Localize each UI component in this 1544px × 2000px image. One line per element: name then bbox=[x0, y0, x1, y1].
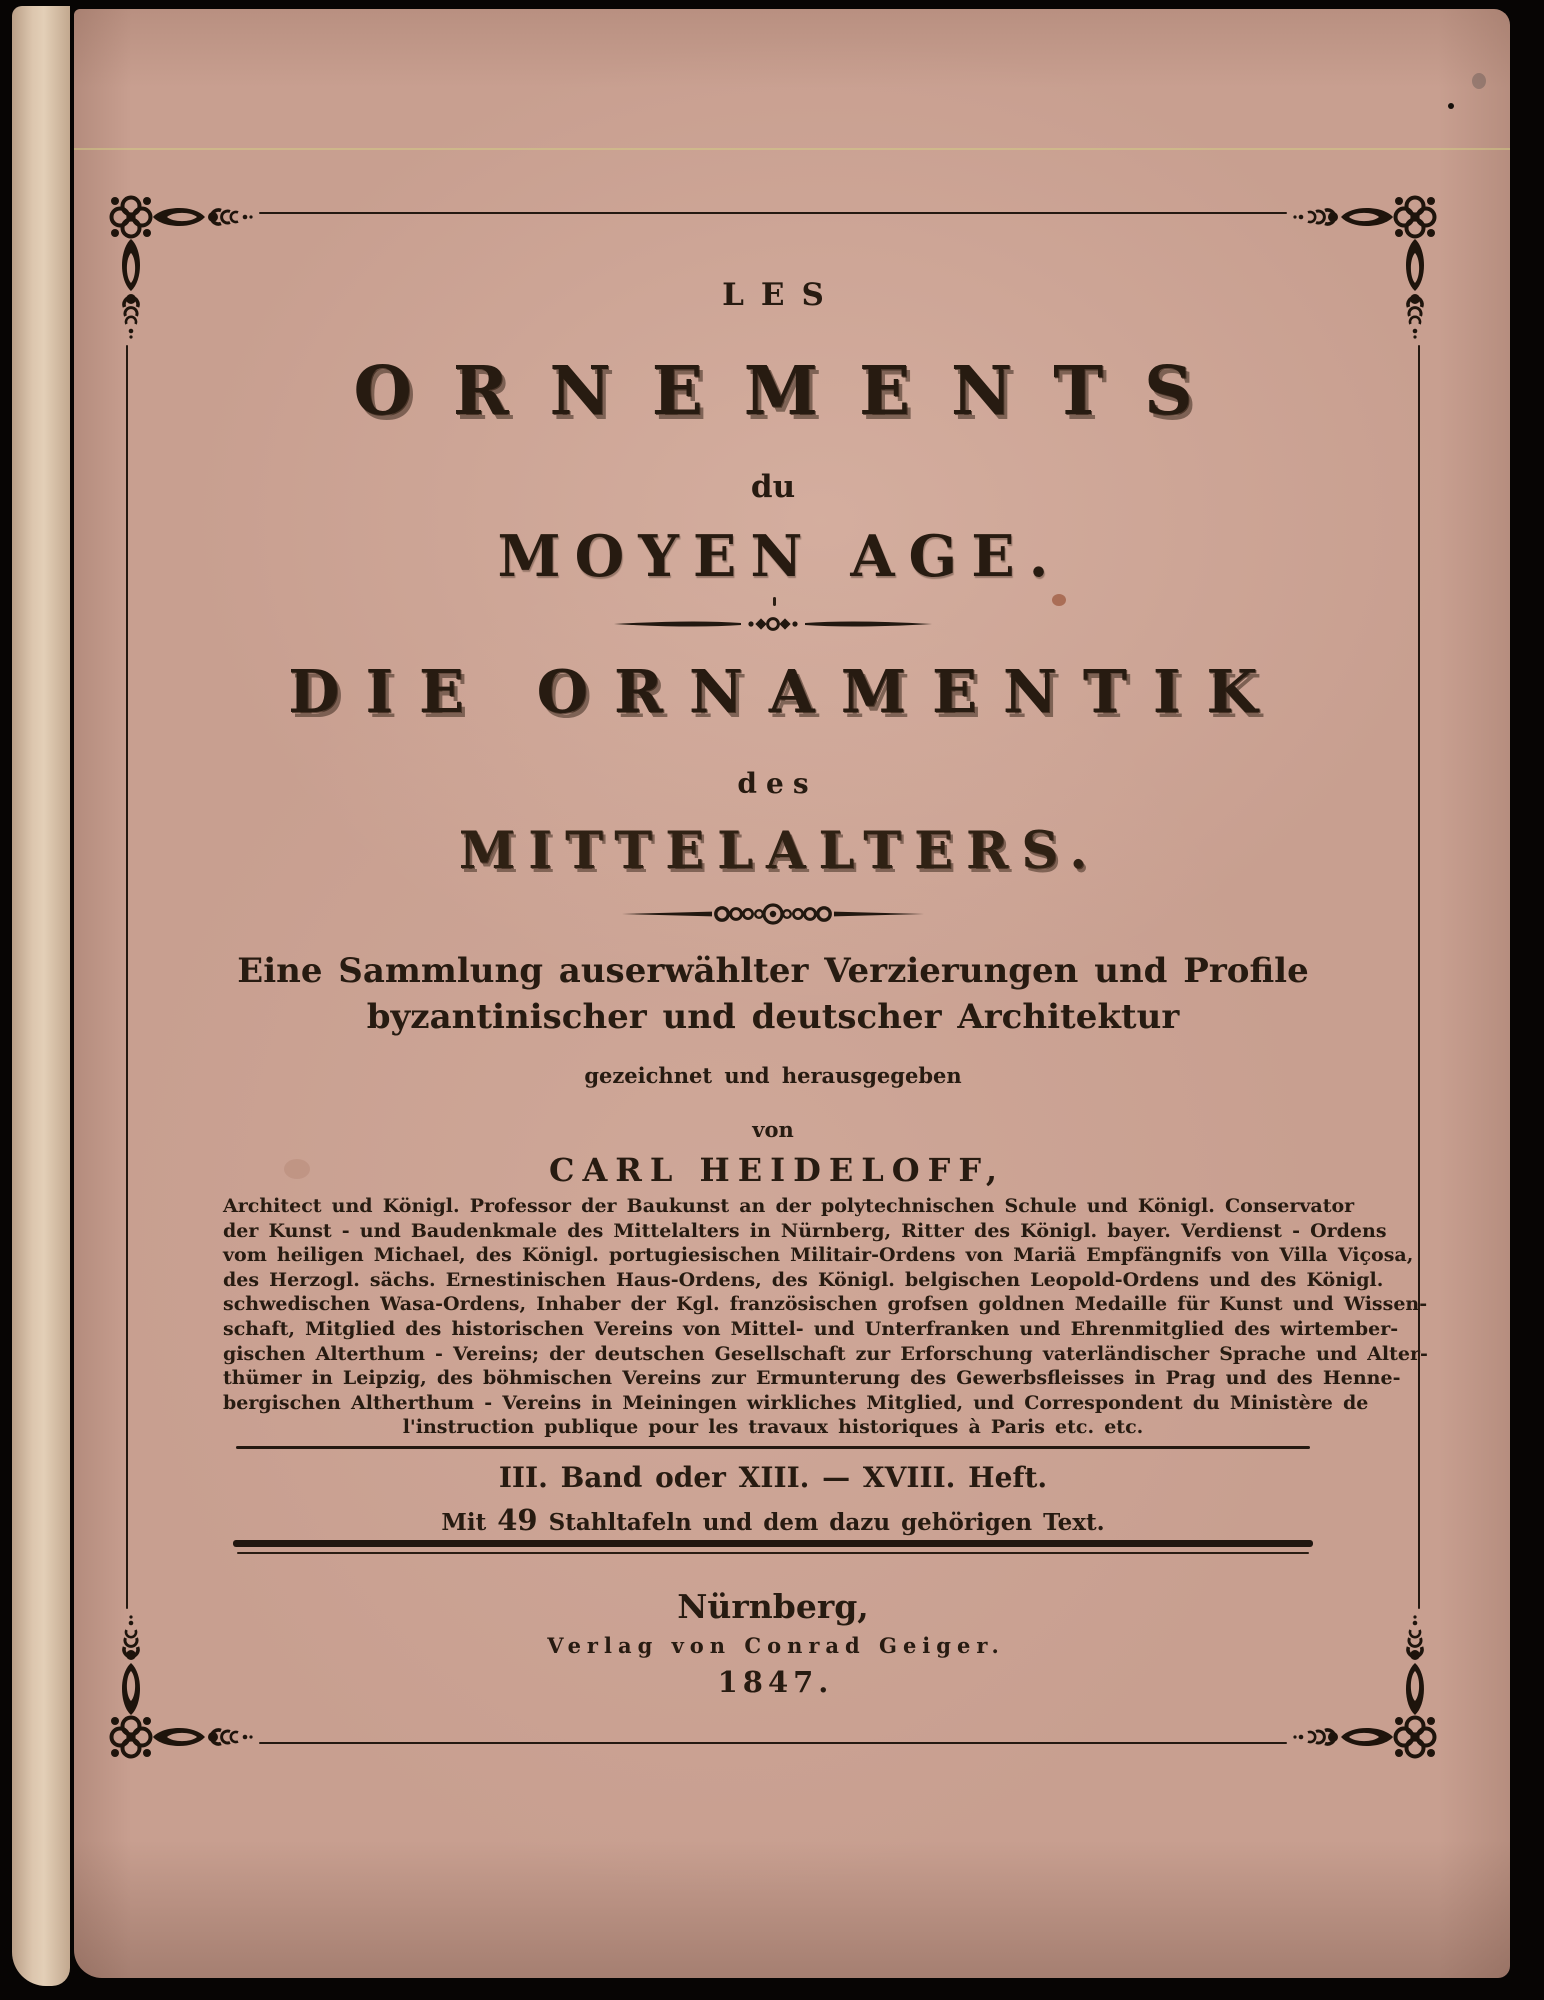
imprint-publisher: Verlag von Conrad Geiger. bbox=[547, 1633, 1005, 1658]
volume-line: III. Band oder XIII. — XVIII. Heft. bbox=[498, 1461, 1048, 1494]
imprint-year: 1847. bbox=[717, 1665, 834, 1699]
plates-prefix: Mit bbox=[441, 1509, 487, 1536]
drawn-published-line: gezeichnet und herausgegeben bbox=[584, 1063, 962, 1088]
credentials-line: l'instruction publique pour les travaux historiques à Paris etc. etc. bbox=[402, 1416, 1144, 1439]
subtitle-line1: Eine Sammlung auserwählter Verzierungen und Profile bbox=[237, 951, 1309, 991]
title-ornements: ORNEMENTS bbox=[353, 351, 1234, 430]
plates-line bbox=[107, 1503, 1439, 1537]
stain bbox=[1448, 103, 1454, 109]
credentials-line: gischen Alterthum - Vereins; der deutschen Gesellschaft zur Erforschung vaterländischer Sprache und Alter- bbox=[223, 1342, 1428, 1365]
spindle-divider bbox=[608, 611, 938, 637]
credentials-line: vom heiligen Michael, des Königl. portugiesischen Militair-Ordens von Mariä Empfängnifs von Villa Viçosa, bbox=[223, 1244, 1414, 1267]
plates-suffix: Stahltafeln und dem dazu gehörigen Text. bbox=[548, 1509, 1105, 1536]
title-du: du bbox=[750, 469, 796, 505]
small-tick-mark bbox=[773, 597, 776, 606]
credentials-line: schwedischen Wasa-Ordens, Inhaber der Kgl. französischen grofsen goldnen Medaille für Kunst und Wissen- bbox=[223, 1293, 1428, 1316]
credentials-line: der Kunst - und Baudenkmale des Mittelalters in Nürnberg, Ritter des Königl. bayer. Verdienst - Ordens bbox=[223, 1219, 1387, 1242]
thick-rule bbox=[233, 1540, 1313, 1547]
title-mittelalters: MITTELALTERS. bbox=[458, 821, 1101, 881]
title-content bbox=[107, 9, 1439, 1978]
author-credentials bbox=[223, 1194, 1428, 1440]
title-les: LES bbox=[722, 277, 841, 313]
beaded-divider bbox=[618, 899, 928, 929]
title-page bbox=[74, 9, 1510, 1978]
credentials-line: thümer in Leipzig, des böhmischen Vereins zur Ermunterung des Gewerbsfleisses in Prag und des Henne- bbox=[223, 1367, 1401, 1390]
author-name: CARL HEIDELOFF, bbox=[549, 1151, 1005, 1189]
imprint-city: Nürnberg, bbox=[677, 1587, 869, 1626]
credentials-line: Architect und Königl. Professor der Baukunst an der polytechnischen Schule und Königl. Conservator bbox=[223, 1195, 1355, 1217]
title-moyen-age: MOYEN AGE. bbox=[497, 523, 1063, 590]
subtitle-line2: byzantinischer und deutscher Architektur bbox=[366, 997, 1180, 1037]
previous-page-edge bbox=[12, 6, 70, 1986]
thin-rule bbox=[236, 1446, 1310, 1449]
stain bbox=[1472, 73, 1486, 89]
credentials-line: bergischen Altherthum - Vereins in Meiningen wirkliches Mitglied, und Correspondent du Ministère de bbox=[223, 1391, 1369, 1414]
credentials-line: schaft, Mitglied des historischen Vereins von Mittel- und Unterfranken und Ehrenmitglied des wirtember- bbox=[223, 1317, 1399, 1340]
plates-count: 49 bbox=[497, 1503, 538, 1537]
von-label: von bbox=[752, 1117, 794, 1142]
title-die-ornamentik: DIE ORNAMENTIK bbox=[288, 657, 1284, 726]
credentials-line: des Herzogl. sächs. Ernestinischen Haus-Ordens, des Königl. belgischen Leopold-Ordens und des Königl. bbox=[223, 1268, 1384, 1291]
title-des: des bbox=[737, 767, 818, 800]
thick-rule-echo bbox=[237, 1552, 1309, 1554]
